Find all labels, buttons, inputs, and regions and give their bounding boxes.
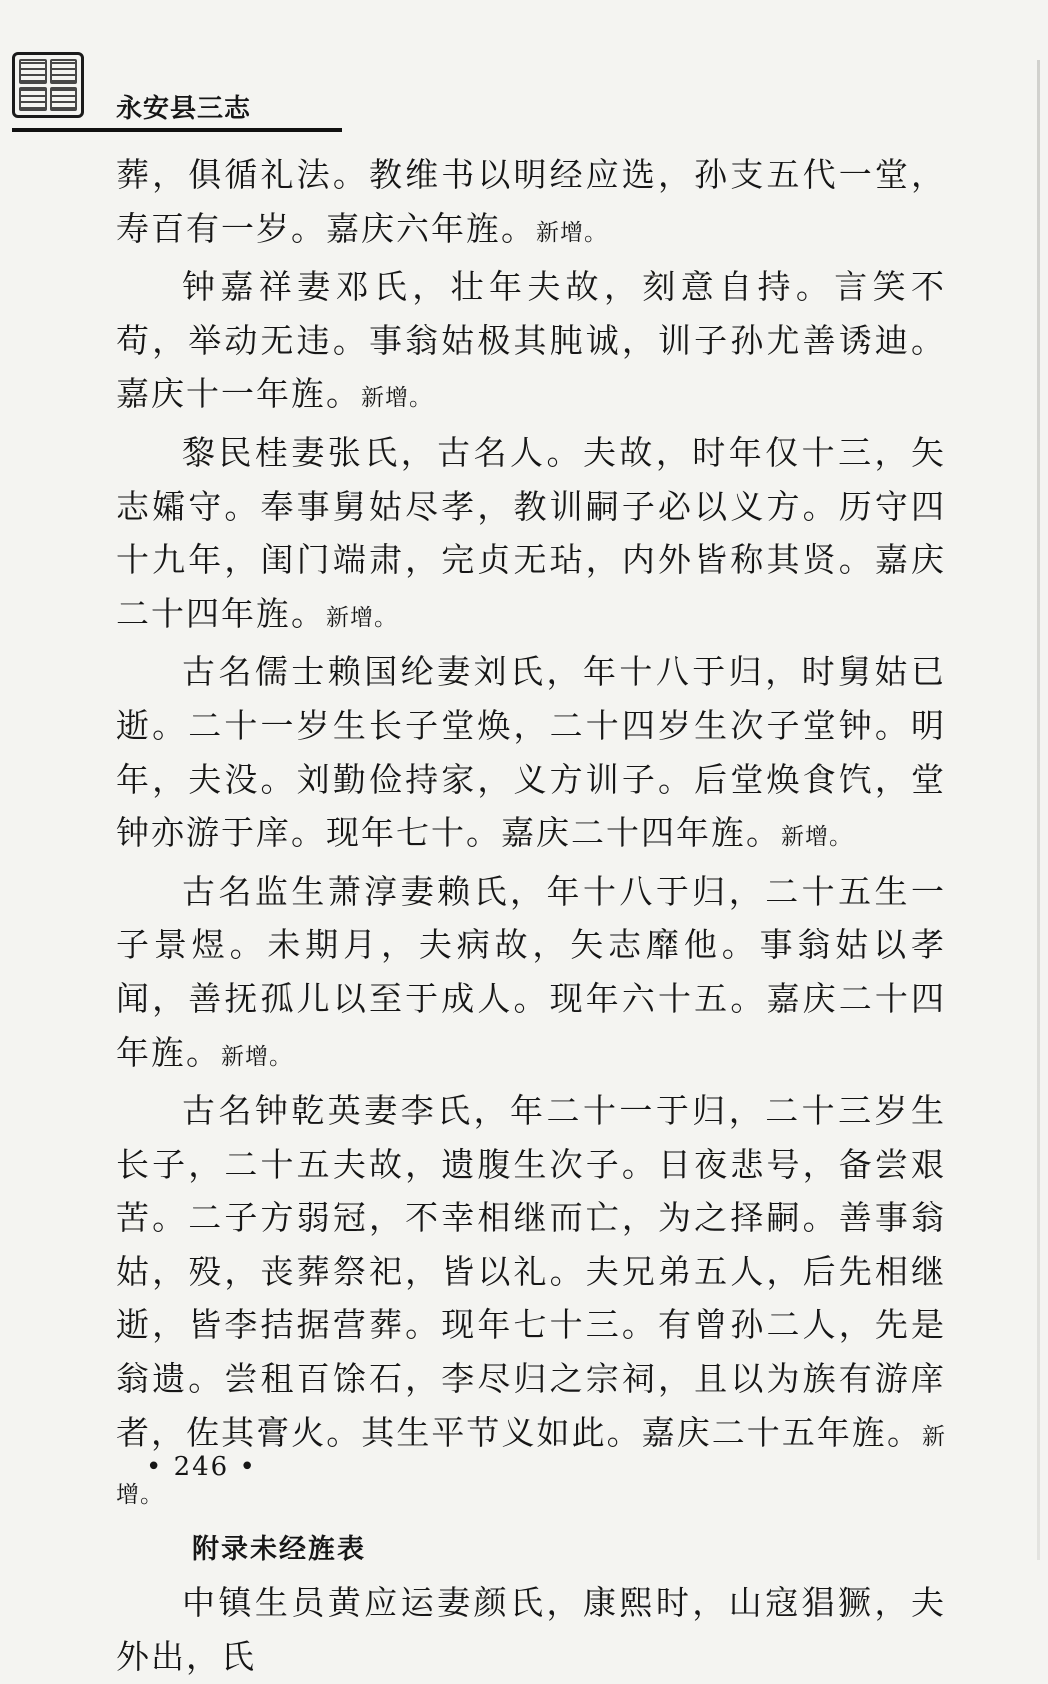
source-note: 新增。 bbox=[781, 824, 853, 851]
paragraph-text: 钟嘉祥妻邓氏，壮年夫故，刻意自持。言笑不苟，举动无违。事翁姑极其肫诚，训子孙尤善诱迪。嘉庆十一年旌。 bbox=[116, 267, 946, 414]
paragraph bbox=[116, 260, 946, 426]
paragraph bbox=[116, 148, 946, 260]
header-rule bbox=[12, 128, 342, 132]
source-note: 新增。 bbox=[116, 1423, 946, 1509]
paragraph-text: 黎民桂妻张氏，古名人。夫故，时年仅十三，矢志孀守。奉事舅姑尽孝，教训嗣子必以义方。历守四十九年，闺门端肃，完贞无玷，内外皆称其贤。嘉庆二十四年旌。 bbox=[116, 432, 946, 633]
scan-edge bbox=[1037, 60, 1040, 1560]
source-note: 新增。 bbox=[221, 1043, 293, 1070]
paragraph-text: 古名钟乾英妻李氏，年二十一于归，二十三岁生长子，二十五夫故，遗腹生次子。日夜悲号，备尝艰苦。二子方弱冠，不幸相继而亡，为之择嗣。善事翁姑，殁，丧葬祭祀，皆以礼。夫兄弟五人，后先相继逝，皆李拮据营葬。现年七十三。有曾孙二人，先是翁遗。尝租百馀石，李尽归之宗祠，且以为族有游庠者，佐其膏火。其生平节义如此。嘉庆二十五年旌。 bbox=[116, 1091, 946, 1452]
paragraph bbox=[116, 645, 946, 864]
appendix-title: 附录未经旌表 bbox=[192, 1533, 366, 1565]
source-note: 新增。 bbox=[326, 604, 398, 631]
paragraph-text: 古名监生萧淳妻赖氏，年十八于归，二十五生一子景煜。未期月，夫病故，矢志靡他。事翁姑以孝闻，善抚孤儿以至于成人。现年六十五。嘉庆二十四年旌。 bbox=[116, 871, 946, 1072]
running-header-title: 永安县三志 bbox=[116, 94, 252, 124]
paragraph-text: 古名儒士赖国纶妻刘氏，年十八于归，时舅姑已逝。二十一岁生长子堂焕，二十四岁生次子堂钟。明年，夫没。刘勤俭持家，义方训子。后堂焕食饩，堂钟亦游于庠。现年七十。嘉庆二十四年旌。 bbox=[116, 652, 946, 853]
source-note: 新增。 bbox=[361, 385, 433, 412]
seal-stamp-icon bbox=[12, 52, 84, 118]
paragraph bbox=[116, 426, 946, 645]
paragraph bbox=[116, 865, 946, 1084]
paragraph-text: 葬，俱循礼法。教维书以明经应选，孙支五代一堂，寿百有一岁。嘉庆六年旌。 bbox=[116, 155, 946, 248]
page-number: • 246 • bbox=[146, 1452, 257, 1482]
source-note: 新增。 bbox=[536, 219, 608, 246]
paragraph: 中镇生员黄应运妻颜氏，康熙时，山寇猖獗，夫外出，氏 bbox=[116, 1583, 946, 1677]
